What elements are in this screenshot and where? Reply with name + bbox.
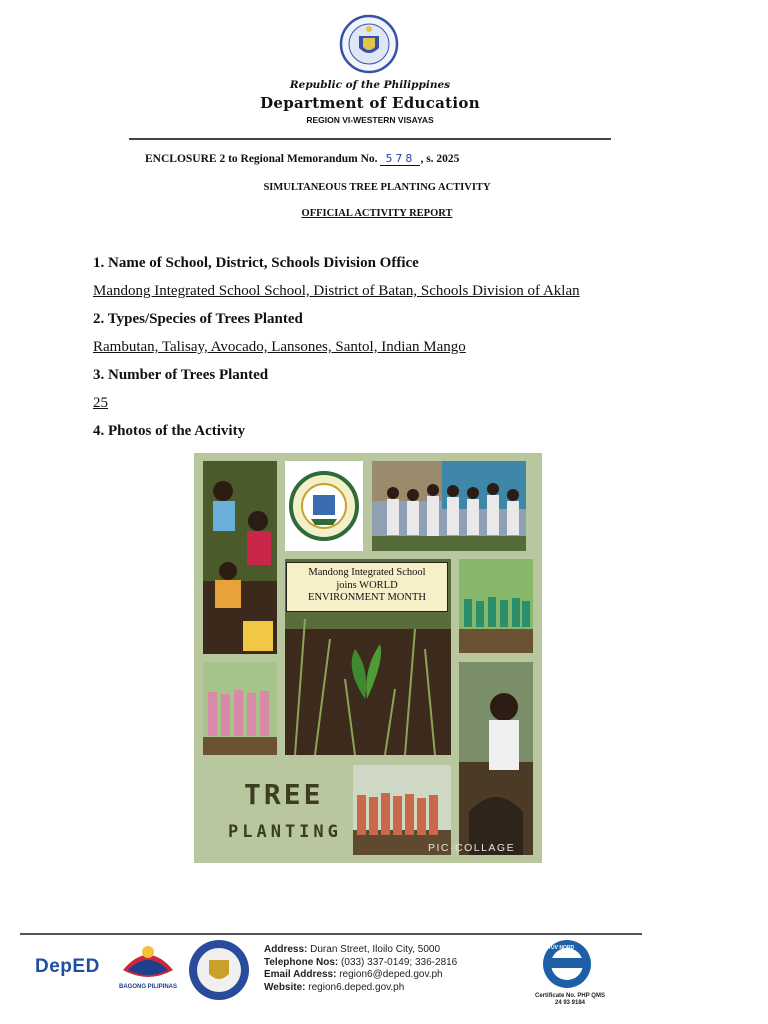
photo-group-top xyxy=(372,461,526,551)
question-tree-species: 2. Types/Species of Trees Planted xyxy=(93,311,303,327)
caption-line-2: joins WORLD xyxy=(336,579,398,591)
report-title: OFFICIAL ACTIVITY REPORT xyxy=(301,208,453,219)
address-value: Duran Street, Iloilo City, 5000 xyxy=(310,944,441,955)
republic-line: Republic of the Philippines xyxy=(289,79,451,91)
bagong-pilipinas-label: BAGONG PILIPINAS xyxy=(118,984,177,990)
cert-line-1: Certificate No. PHP QMS xyxy=(535,993,605,999)
memo-year: , s. 2025 xyxy=(420,153,460,165)
certificate-number xyxy=(520,993,620,1007)
question-school-name: 1. Name of School, District, Schools Division Office xyxy=(93,255,419,271)
planting-word: PLANTING xyxy=(228,822,342,842)
header-divider xyxy=(129,138,611,140)
question-tree-count: 3. Number of Trees Planted xyxy=(93,367,269,383)
answer-tree-species: Rambutan, Talisay, Avocado, Lansones, Santol, Indian Mango xyxy=(93,339,466,355)
photo-group-trees xyxy=(203,662,277,755)
deped-logo: DepED xyxy=(35,956,100,977)
photo-group-field xyxy=(459,559,533,653)
department-title: Department of Education xyxy=(260,94,480,112)
address-label: Address: xyxy=(264,944,308,955)
website-value: region6.deped.gov.ph xyxy=(308,981,405,993)
website-label: Website: xyxy=(264,981,306,993)
answer-school-name: Mandong Integrated School School, District of Batan, Schools Division of Aklan xyxy=(93,283,580,299)
cert-line-2: 24 93 9184 xyxy=(554,1000,586,1006)
deped-seal-icon xyxy=(339,14,399,74)
bagong-pilipinas-icon xyxy=(118,940,178,984)
photo-boy-planting xyxy=(459,662,533,855)
tree-word: TREE xyxy=(244,778,324,811)
question-photos: 4. Photos of the Activity xyxy=(93,423,246,439)
caption-line-1: Mandong Integrated School xyxy=(308,567,426,578)
region-line: REGION VI-WESTERN VISAYAS xyxy=(306,115,434,125)
school-logo-icon xyxy=(285,461,363,551)
activity-title: SIMULTANEOUS TREE PLANTING ACTIVITY xyxy=(263,182,491,193)
memo-number: 578 xyxy=(380,152,420,166)
telephone-value: (033) 337-0149; 336-2816 xyxy=(341,956,458,968)
email-label: Email Address: xyxy=(264,969,337,980)
tuv-label: TÜV NORD xyxy=(548,945,575,951)
email-value: region6@deped.gov.ph xyxy=(339,969,443,980)
contact-block xyxy=(264,944,457,994)
collage-caption xyxy=(286,562,448,612)
enclosure-prefix: ENCLOSURE 2 to Regional Memorandum No. xyxy=(145,153,378,165)
telephone-label: Telephone Nos: xyxy=(264,956,339,968)
region-seal-icon xyxy=(187,938,251,1002)
enclosure-line xyxy=(145,152,459,166)
photo-students-planting xyxy=(203,461,277,654)
caption-line-3: ENVIRONMENT MONTH xyxy=(308,592,426,603)
collage-watermark: PIC·COLLAGE xyxy=(428,842,516,854)
activity-photo-collage xyxy=(194,453,542,863)
answer-tree-count: 25 xyxy=(93,395,108,411)
